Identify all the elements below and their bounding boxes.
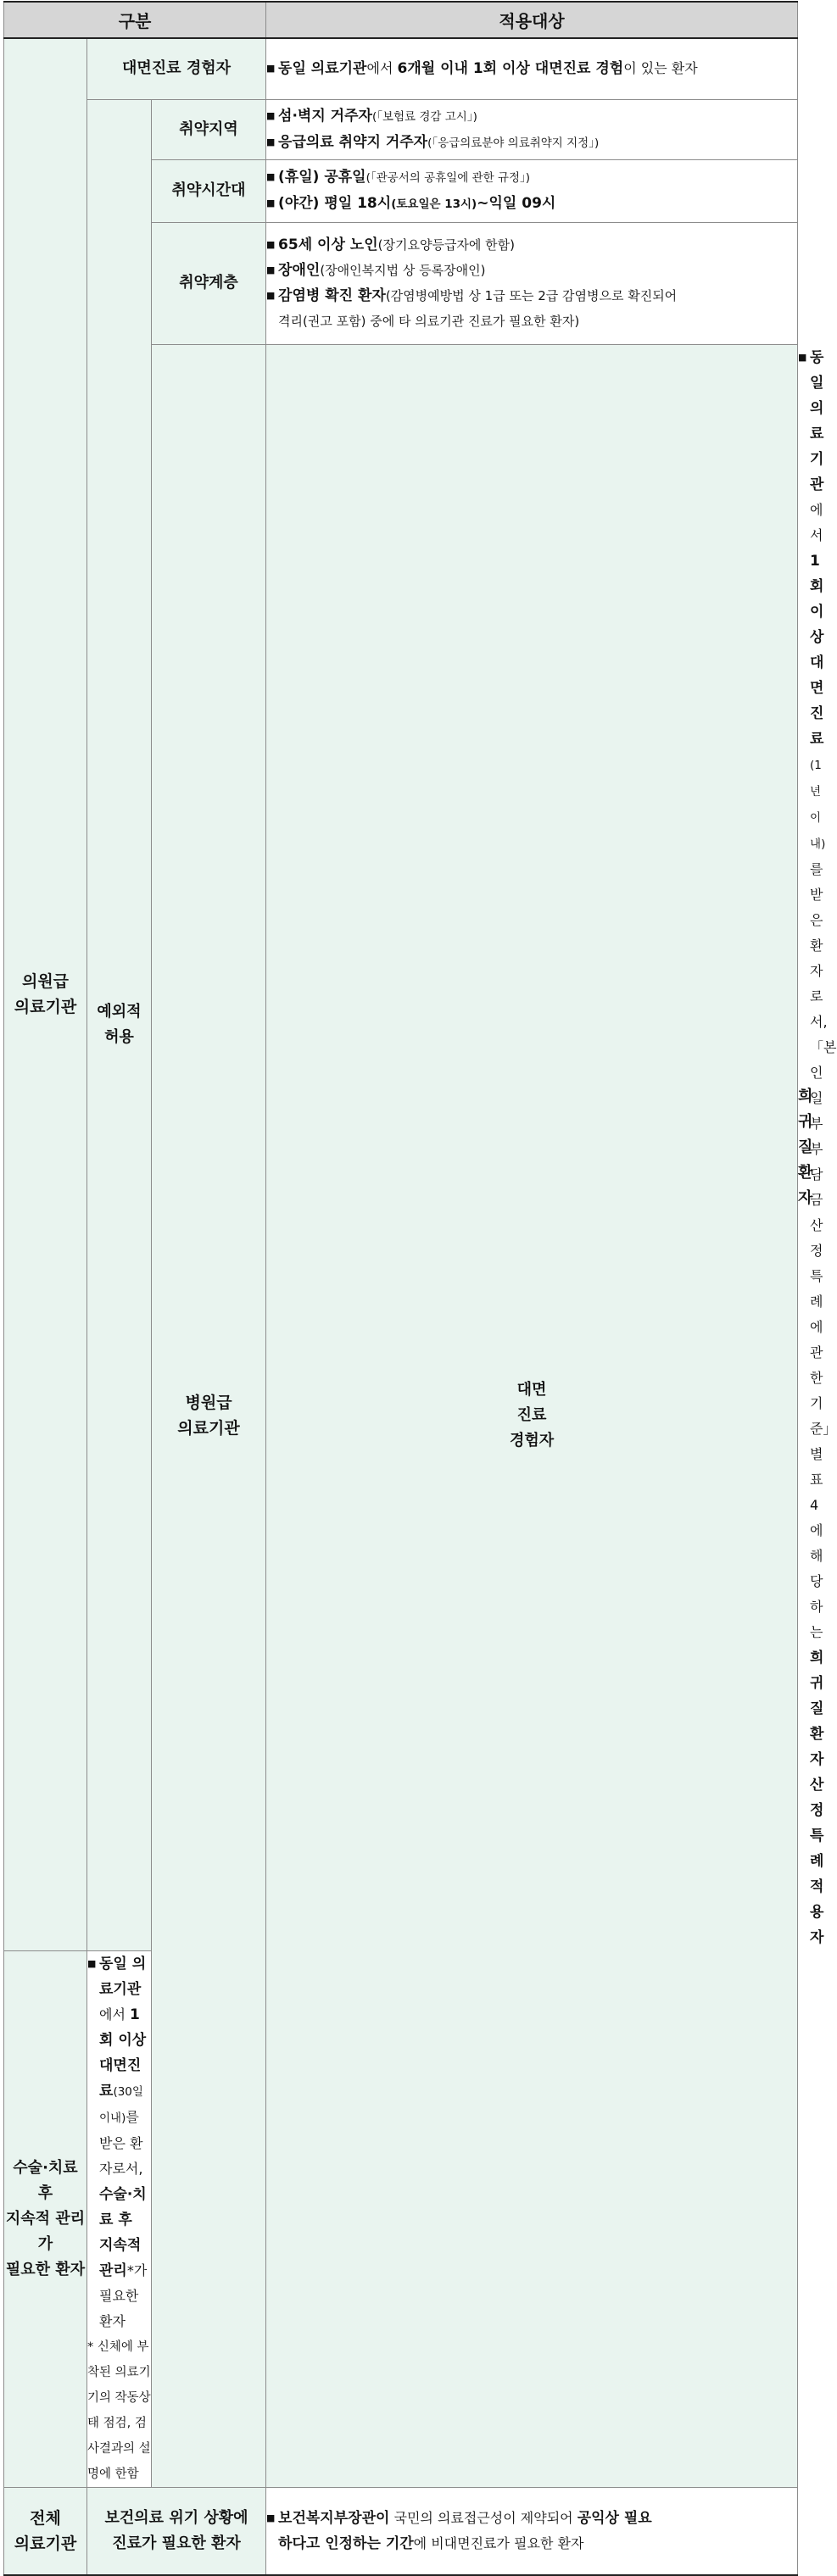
vulnerable-group-content xyxy=(266,222,798,344)
health-crisis-line1: 보건의료 위기 상황에 xyxy=(104,2508,248,2527)
table-header-row xyxy=(4,2,798,38)
vulnerable-area-label: 취약지역 xyxy=(152,99,266,159)
list-item-continuation: 격리(권고 포함) 중에 타 의료기관 진료가 필요한 환자) xyxy=(278,314,580,329)
exception-allowed-cell xyxy=(87,99,152,1950)
list-item: ■ (휴일) 공휴일(「관공서의 공휴일에 관한 규정」) xyxy=(266,164,797,191)
health-crisis-label xyxy=(87,2487,266,2575)
hospital-category-cell xyxy=(152,344,266,2487)
list-item: ■ 동일 의료기관에서 6개월 이내 1회 이상 대면진료 경험이 있는 환자 xyxy=(266,56,797,81)
header-target: 적용대상 xyxy=(266,2,798,38)
vulnerable-time-content xyxy=(266,159,798,222)
in-person-line3: 경험자 xyxy=(509,1432,555,1449)
list-item: ■ 동일 의료기관에서 1회 이상 대면진료(1년 이내)를 받은 환자로서, 「본인일부부담금 산정특례에 관한 기준」 별표4에 해당하는 희귀 질환자 산정특례 적용자 xyxy=(798,345,810,1950)
list-item: ■ 응급의료 취약지 거주자(「응급의료분야 의료취약지 지정」) xyxy=(266,130,797,156)
list-item: ■ 보건복지부장관이 국민의 의료접근성이 제약되어 공익상 필요 하다고 인정하는 기간에 비대면진료가 필요한 환자 xyxy=(266,2506,797,2557)
health-crisis-content xyxy=(266,2487,798,2575)
clinic-in-person-content xyxy=(266,38,798,99)
all-category-cell xyxy=(4,2487,87,2575)
list-item: ■ 동일 의료기관에서 1회 이상 대면진료(30일 이내)를 받은 환자로서, 수술·치료 후 지속적 관리*가 필요한 환자 xyxy=(87,1951,151,2334)
list-item: ■ 섬·벽지 거주자(「보험료 경감 고시」) xyxy=(266,103,797,130)
post-surgery-line3: 필요한 환자 xyxy=(5,2260,86,2278)
header-category: 구분 xyxy=(4,2,266,38)
clinic-category-line1: 의원급 xyxy=(21,972,70,992)
post-surgery-label xyxy=(4,1950,87,2487)
post-surgery-line2: 지속적 관리가 xyxy=(5,2209,86,2253)
list-item: ■ 65세 이상 노인(장기요양등급자에 한함) xyxy=(266,232,797,258)
telemedicine-eligibility-table xyxy=(3,1,837,2576)
hospital-category-line1: 병원급 xyxy=(185,1394,232,1412)
in-person-line2: 진료 xyxy=(516,1406,547,1424)
exception-line2: 허용 xyxy=(104,1028,134,1046)
table-row xyxy=(4,2487,798,2575)
list-item: ■ 장애인(장애인복지법 상 등록장애인) xyxy=(266,258,797,283)
exception-line1: 예외적 xyxy=(97,1003,142,1021)
clinic-category-line2: 의료기관 xyxy=(14,998,77,1017)
clinic-in-person-label: 대면진료 경험자 xyxy=(87,38,266,99)
table-row: 병원급 의료기관 대면 진료 경험자 희귀질환자 ■ 동일 의료기관에서 1회 이상 대면진료(1년 이내)를 받은 환자로서, 「본인일부부담금 산정특례에 관한 기준」 별표4에 해당하는 희귀 질환자 산정특례 적용자 xyxy=(4,344,798,1950)
post-surgery-content xyxy=(87,1950,152,2487)
table-row xyxy=(4,99,798,159)
list-item: ■ 감염병 확진 환자(감염병예방법 상 1급 또는 2급 감염병으로 확진되어 xyxy=(266,283,797,309)
table-row xyxy=(4,38,798,99)
vulnerable-group-label: 취약계층 xyxy=(152,222,266,344)
all-category-line2: 의료기관 xyxy=(14,2534,77,2553)
footnote: * 신체에 부착된 의료기기의 작동상태 점검, 검사결과의 설명에 한함 xyxy=(87,2340,151,2481)
all-category-line1: 전체 xyxy=(30,2508,61,2528)
clinic-category-cell xyxy=(4,38,87,1950)
health-crisis-line2: 진료가 필요한 환자 xyxy=(112,2534,241,2552)
in-person-line1: 대면 xyxy=(516,1381,547,1399)
vulnerable-area-content xyxy=(266,99,798,159)
in-person-experienced-cell xyxy=(266,344,798,2487)
list-item: ■ (야간) 평일 18시(토요일은 13시)~익일 09시 xyxy=(266,191,797,217)
hospital-category-line2: 의료기관 xyxy=(177,1419,240,1438)
post-surgery-line1: 수술·치료 후 xyxy=(13,2158,78,2202)
vulnerable-time-label: 취약시간대 xyxy=(152,159,266,222)
